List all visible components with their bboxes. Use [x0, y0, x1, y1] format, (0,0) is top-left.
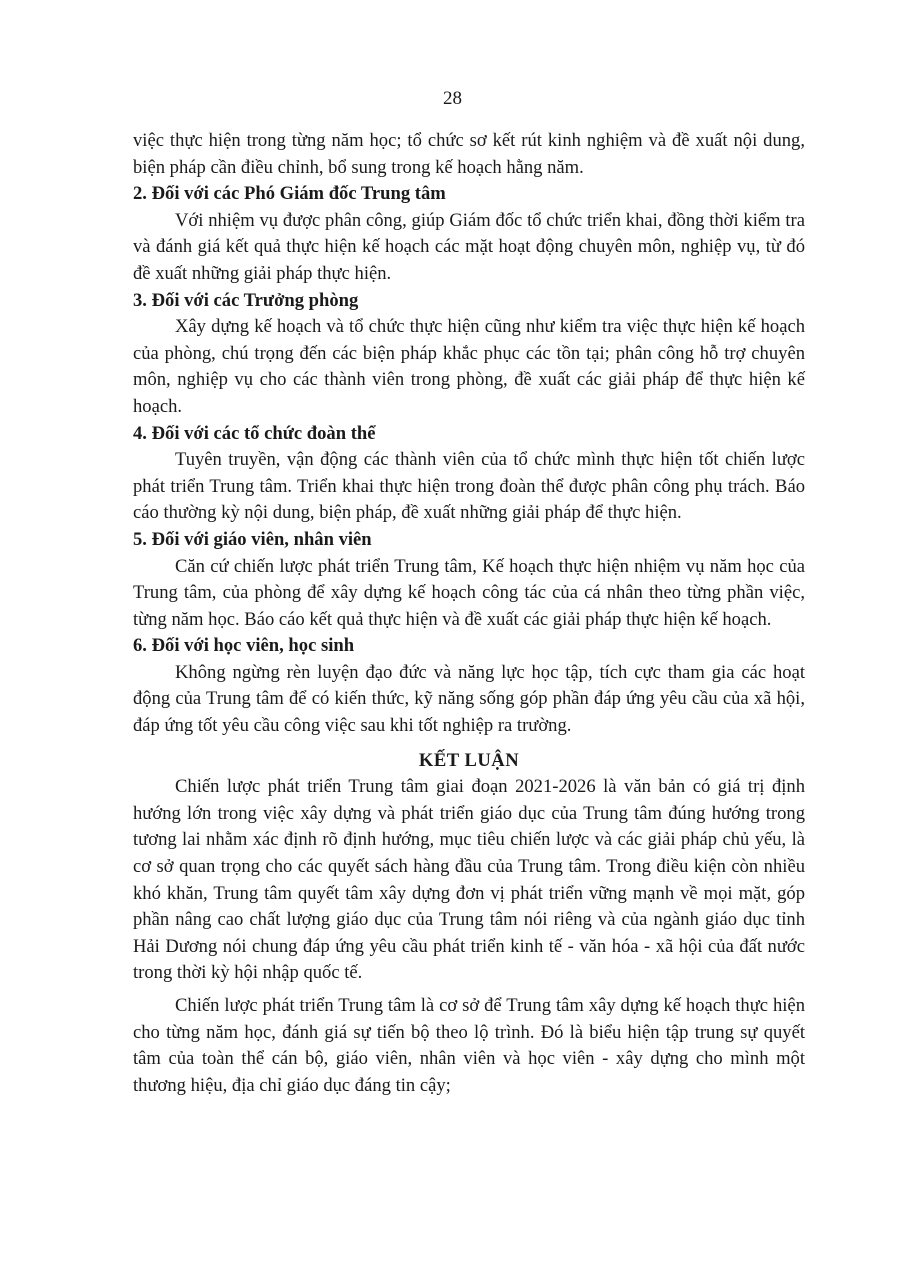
section-body-department-heads: Xây dựng kế hoạch và tổ chức thực hiện cũng như kiểm tra việc thực hiện kế hoạch của phòng, chú trọng đến các biện pháp khắc phục các tồn tại; phân công hỗ trợ chuyên môn, nghiệp vụ cho các thành viên trong phòng, đề xuất các giải pháp để thực hiện kế hoạch. — [133, 316, 805, 417]
page-number: 28 — [443, 88, 462, 109]
section-heading-department-heads: 3. Đối với các Trưởng phòng — [133, 289, 359, 311]
section-heading-students: 6. Đối với học viên, học sinh — [133, 635, 355, 657]
section-heading-organizations: 4. Đối với các tổ chức đoàn thể — [133, 422, 376, 444]
conclusion-paragraph: Chiến lược phát triển Trung tâm là cơ sở để Trung tâm xây dựng kế hoạch thực hiện cho từng năm học, đánh giá sự tiến bộ theo lộ trình. Đó là biểu hiện tập trung sự quyết tâm của toàn thể cán bộ, giáo viên, nhân viên và học viên - xây dựng cho mình một thương hiệu, địa chỉ giáo dục đáng tin cậy; — [133, 995, 805, 1096]
section-body-students: Không ngừng rèn luyện đạo đức và năng lực học tập, tích cực tham gia các hoạt động của Trung tâm để có kiến thức, kỹ năng sống góp phần đáp ứng yêu cầu của xã hội, đáp ứng tốt yêu cầu công việc sau khi tốt nghiệp ra trường. — [133, 661, 805, 737]
conclusion-paragraph: Chiến lược phát triển Trung tâm giai đoạn 2021-2026 là văn bản có giá trị định hướng lớn trong việc xây dựng và phát triển giáo dục của Trung tâm đúng hướng trong tương lai nhằm xác định rõ định hướng, mục tiêu chiến lược và các giải pháp chủ yếu, là cơ sở quan trọng cho các quyết sách hàng đầu của Trung tâm. Trong điều kiện còn nhiều khó khăn, Trung tâm quyết tâm xây dựng đơn vị phát triển vững mạnh về mọi mặt, góp phần nâng cao chất lượng giáo dục của Trung tâm nói riêng và của ngành giáo dục tỉnh Hải Dương nói chung đáp ứng yêu cầu phát triển kinh tế - văn hóa - xã hội của đất nước trong thời kỳ hội nhập quốc tế. — [133, 776, 805, 984]
section-body-deputy-directors: Với nhiệm vụ được phân công, giúp Giám đốc tổ chức triển khai, đồng thời kiểm tra và đánh giá kết quả thực hiện kế hoạch các mặt hoạt động chuyên môn, nghiệp vụ, từ đó đề xuất những giải pháp thực hiện. — [133, 209, 805, 284]
section-body-organizations: Tuyên truyền, vận động các thành viên của tổ chức mình thực hiện tốt chiến lược phát triển Trung tâm. Triển khai thực hiện trong đoàn thể được phân công phụ trách. Báo cáo thường kỳ nội dung, biện pháp, đề xuất những giải pháp để thực hiện. — [133, 449, 805, 524]
conclusion-title: KẾT LUẬN — [418, 749, 520, 771]
section-heading-teachers-staff: 5. Đối với giáo viên, nhân viên — [133, 528, 372, 550]
intro-paragraph: việc thực hiện trong từng năm học; tổ chức sơ kết rút kinh nghiệm và đề xuất nội dung, biện pháp cần điều chỉnh, bổ sung trong kế hoạch hằng năm. — [133, 130, 805, 178]
section-body-teachers-staff: Căn cứ chiến lược phát triển Trung tâm, Kế hoạch thực hiện nhiệm vụ năm học của Trung tâm, của phòng để xây dựng kế hoạch công tác của cá nhân theo từng phần việc, từng năm học. Báo cáo kết quả thực hiện và đề xuất các giải pháp thực hiện kế hoạch. — [133, 555, 805, 630]
page-content — [133, 128, 805, 1099]
section-heading-deputy-directors: 2. Đối với các Phó Giám đốc Trung tâm — [133, 183, 446, 205]
